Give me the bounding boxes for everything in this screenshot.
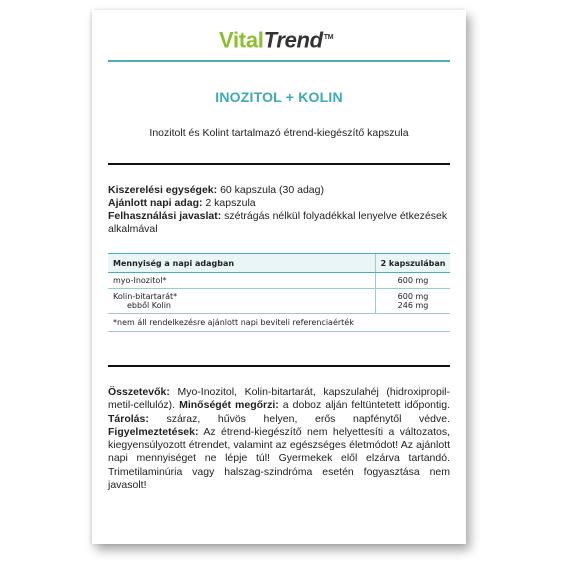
trademark-symbol: TM (323, 34, 334, 41)
product-title: INOZITOL + KOLIN (215, 89, 343, 105)
units-line: Kiszerelési egységek: 60 kapszula (30 adag) (108, 184, 324, 196)
row-value: 600 mg (375, 273, 450, 288)
row-value: 600 mg (397, 292, 429, 301)
header-capsules: 2 kapszulában (375, 254, 450, 272)
row-subname: ebből Kolin (127, 301, 171, 310)
table-row (108, 289, 450, 314)
table-footnote: *nem áll rendelkezésre ajánlott napi beviteli referenciaérték (108, 314, 450, 332)
usage-line: Felhasználási javaslat: szétrágás nélkül folyadékkal lenyelve étkezések alkalmával (108, 210, 448, 235)
brand-logo (219, 26, 333, 52)
usage-info (108, 184, 450, 236)
top-divider (108, 60, 450, 62)
section-divider (108, 365, 450, 367)
brand-name-vital: Vital (219, 27, 264, 53)
nutrition-table-header (108, 253, 450, 273)
row-subvalue: 246 mg (397, 301, 429, 310)
header-quantity: Mennyiség a napi adagban (113, 258, 235, 268)
product-label (92, 10, 466, 544)
section-divider (108, 163, 450, 165)
product-subtitle: Inozitolt és Kolint tartalmazó étrend-kiegészítő kapszula (149, 127, 409, 139)
nutrition-table (108, 253, 450, 332)
brand-name-trend: Trend (263, 27, 323, 53)
row-name: Kolin-bitartarát* (113, 292, 178, 301)
row-name: myo-Inozitol* (113, 276, 167, 285)
table-row (108, 273, 450, 289)
dose-line: Ajánlott napi adag: 2 kapszula (108, 197, 256, 209)
ingredients-text: Összetevők: Myo-Inozitol, Kolin-bitartarát, kapszulahéj (hidroxipropil-metil-cellulóz). Minőségét megőrzi: a doboz alján feltüntetett időpontig. Tárolás: száraz, hűvös helyen, erős napfénytől védve. Figyelmeztetések: Az étrend-kiegészítő nem helyettesíti a változatos, kiegyensúlyozott étrendet, valamint az egészséges életmódot! Az ajánlott napi mennyiséget ne lépje túl! Gyermekek elől elzárva tartandó. Trimetilaminúria vagy halszag-szindróma esetén fogyasztása nem javasolt! (108, 386, 451, 492)
